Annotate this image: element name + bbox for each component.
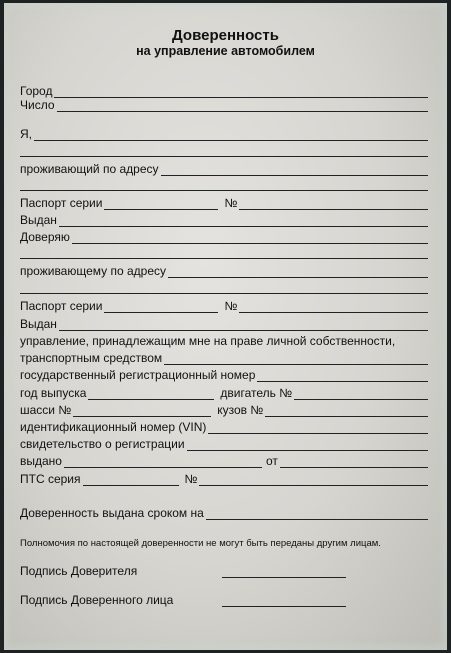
issued-label: Выдан [20,213,57,227]
engine-label: двигатель № [220,386,293,400]
reg-certificate-label: свидетельство о регистрации [20,437,185,451]
vin-row [20,420,428,434]
date-label: Число [20,98,55,112]
validity-row [20,506,428,520]
agent-passport-series-field[interactable] [104,300,218,313]
residing-at-dative-label: проживающему по адресу [20,264,167,278]
entrust-label: Доверяю [20,230,70,244]
principal-address-line-2[interactable] [20,190,428,191]
reg-number-row [20,368,428,382]
principal-address-row [20,162,428,176]
ownership-clause: управление, принадлежащим мне на праве личной собственности, [20,334,396,348]
notice-text: Полномочия по настоящей доверенности не могут быть переданы другим лицам. [20,538,381,549]
agent-issued-row [20,317,428,331]
vehicle-row [20,351,428,365]
principal-passport-series-field[interactable] [104,197,218,210]
issued-lower-label: выдано [20,454,62,468]
validity-label: Доверенность выдана сроком на [20,506,204,520]
city-row [20,84,428,98]
residing-at-label: проживающий по адресу [20,162,159,176]
principal-issued-row [20,213,428,227]
chassis-label: шасси № [20,403,72,417]
agent-signature-label: Подпись Доверенного лица [20,593,174,607]
city-label: Город [20,84,53,98]
pts-number-field[interactable] [199,473,428,486]
year-field[interactable] [88,387,214,400]
principal-name-field[interactable] [34,128,428,141]
pts-series-label: ПТС серия [20,472,81,486]
principal-issued-field[interactable] [59,214,428,227]
number-sign-3: № [184,472,198,486]
power-of-attorney-form [4,3,447,650]
document-subtitle: на управление автомобилем [136,44,315,58]
reg-number-field[interactable] [257,369,428,382]
date-row [20,98,428,112]
engine-field[interactable] [294,387,428,400]
vin-label: идентификационный номер (VIN) [20,420,207,434]
vin-field[interactable] [208,421,428,434]
issued-date-row [20,454,428,468]
principal-passport-row [20,196,428,210]
issued-by-field[interactable] [64,455,262,468]
number-sign-2: № [224,299,238,313]
principal-name-row [20,127,428,141]
chassis-field[interactable] [73,404,211,417]
agent-address-line-2[interactable] [20,293,428,294]
year-engine-row [20,386,428,400]
pts-series-field[interactable] [83,473,179,486]
reg-certificate-field[interactable] [187,438,428,451]
city-field[interactable] [54,85,428,98]
agent-issued-field[interactable] [59,318,428,331]
agent-address-row [20,264,428,278]
agent-passport-row [20,299,428,313]
principal-signature-field[interactable] [222,565,346,578]
body-label: кузов № [217,403,264,417]
body-field[interactable] [265,404,428,417]
document-title: Доверенность [172,27,279,44]
principal-signature-row [20,564,346,578]
agent-passport-number-field[interactable] [239,300,428,313]
agent-signature-field[interactable] [222,594,346,607]
vehicle-label: транспортным средством [20,351,163,365]
date-field[interactable] [57,99,428,112]
principal-name-line-2[interactable] [20,156,428,157]
i-label: Я, [20,127,32,141]
chassis-body-row [20,403,428,417]
agent-name-line-2[interactable] [20,258,428,259]
number-sign: № [224,196,238,210]
issued-date-field[interactable] [280,455,428,468]
passport-series-label-2: Паспорт серии [20,299,103,313]
validity-field[interactable] [206,507,428,520]
pts-row [20,472,428,486]
entrust-row [20,230,428,244]
vehicle-field[interactable] [164,352,428,365]
issued-label-2: Выдан [20,317,57,331]
from-label: от [265,454,278,468]
agent-address-field[interactable] [168,265,428,278]
agent-signature-row [20,593,346,607]
year-label: год выпуска [20,386,87,400]
agent-name-field[interactable] [72,231,428,244]
principal-passport-number-field[interactable] [239,197,428,210]
reg-number-label: государственный регистрационный номер [20,368,256,382]
principal-address-field[interactable] [161,163,429,176]
principal-signature-label: Подпись Доверителя [20,564,138,578]
passport-series-label: Паспорт серии [20,196,103,210]
reg-certificate-row [20,437,428,451]
